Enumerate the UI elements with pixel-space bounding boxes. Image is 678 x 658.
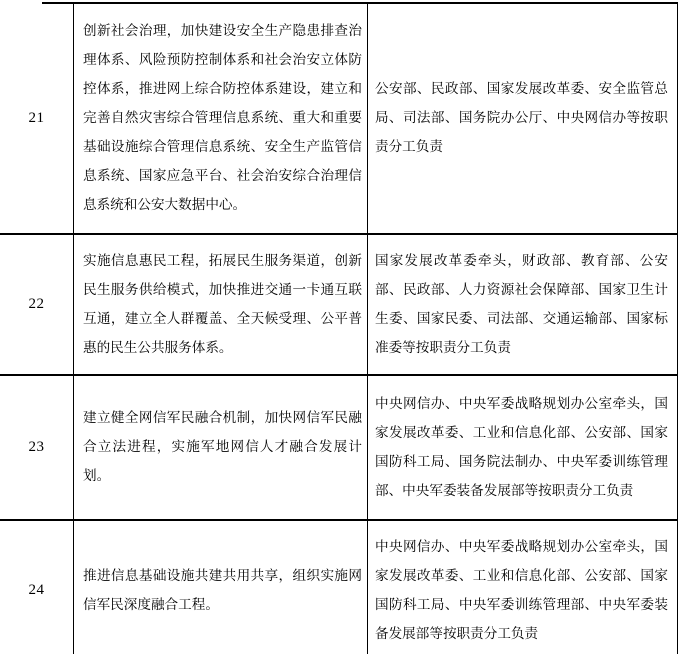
- table-row: [0, 233, 678, 374]
- page-crop-mask-bottom: [0, 654, 678, 658]
- row-number-cell: [0, 235, 74, 374]
- owner-cell: [368, 4, 678, 233]
- task-cell: [74, 235, 368, 374]
- task-cell: [74, 376, 368, 519]
- owner-cell: [368, 235, 678, 374]
- row-number: 23: [28, 439, 45, 455]
- row-number-cell: [0, 376, 74, 519]
- row-number-cell: [0, 4, 74, 233]
- row-number: 21: [28, 110, 45, 126]
- owner-text: 中央网信办、中央军委战略规划办公室牵头，国家发展改革委、工业和信息化部、公安部、国家国防科工局、国务院法制办、中央军委训练管理部、中央军委装备发展部等按职责分工负责: [375, 395, 668, 499]
- task-cell: [74, 521, 368, 658]
- owner-text: 公安部、民政部、国家发展改革委、安全监管总局、司法部、国务院办公厅、中央网信办等按职责分工负责: [375, 81, 668, 155]
- task-text: 推进信息基础设施共建共用共享，组织实施网信军民深度融合工程。: [83, 567, 362, 613]
- task-cell: [74, 4, 368, 233]
- owner-text: 中央网信办、中央军委战略规划办公室牵头，国家发展改革委、工业和信息化部、公安部、国家国防科工局、中央军委训练管理部、中央军委装备发展部等按职责分工负责: [375, 538, 668, 642]
- table-row: [0, 2, 678, 233]
- row-number-cell: [0, 521, 74, 658]
- table-row: [0, 519, 678, 658]
- table-row: [0, 374, 678, 519]
- owner-text: 国家发展改革委牵头，财政部、教育部、公安部、民政部、人力资源社会保障部、国家卫生计生委、国家民委、司法部、交通运输部、国家标准委等按职责分工负责: [375, 252, 668, 356]
- row-number: 24: [28, 582, 45, 598]
- task-text: 实施信息惠民工程，拓展民生服务渠道，创新民生服务供给模式，加快推进交通一卡通互联互通，建立全人群覆盖、全天候受理、公平普惠的民生公共服务体系。: [83, 252, 362, 356]
- row-number: 22: [28, 296, 45, 312]
- task-text: 建立健全网信军民融合机制，加快网信军民融合立法进程，实施军地网信人才融合发展计划。: [83, 410, 362, 484]
- owner-cell: [368, 521, 678, 658]
- page-crop-mask-top-left: [0, 0, 42, 5]
- task-text: 创新社会治理，加快建设安全生产隐患排查治理体系、风险预防控制体系和社会治安立体防控体系，推进网上综合防控体系建设，建立和完善自然灾害综合管理信息系统、重大和重要基础设施综合管理信息系统、安全生产监管信息系统、国家应急平台、社会治安综合治理信息系统和公安大数据中心。: [83, 23, 362, 213]
- owner-cell: [368, 376, 678, 519]
